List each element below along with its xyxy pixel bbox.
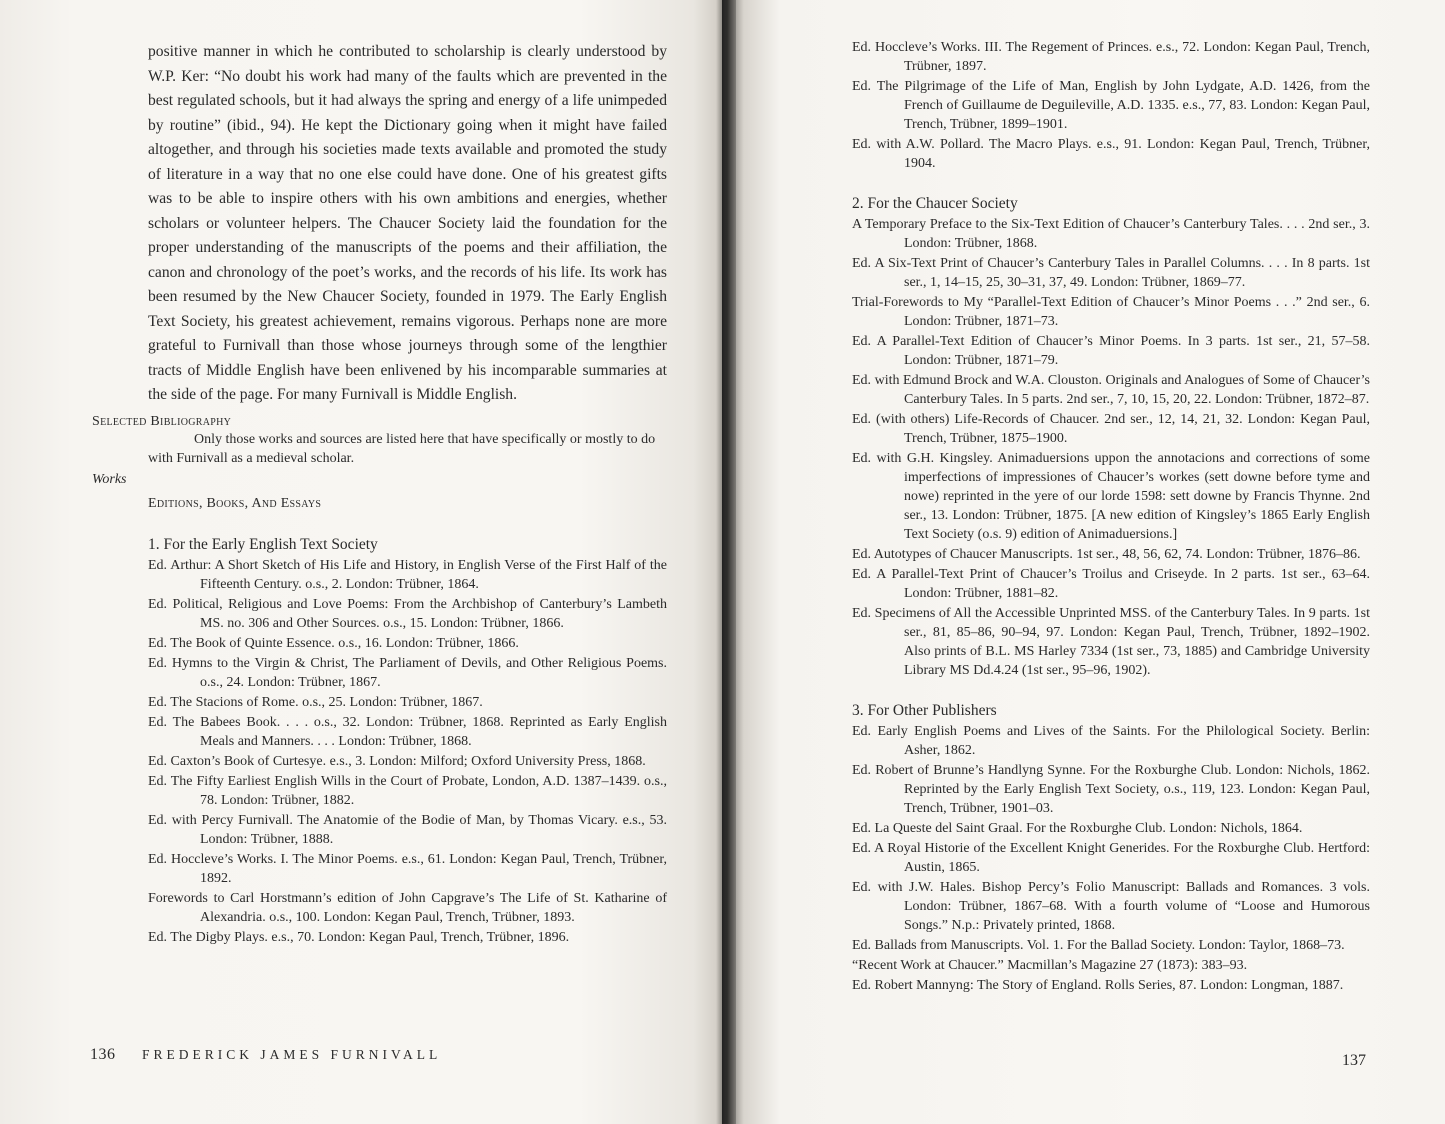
gutter-shadow xyxy=(716,0,736,1124)
bib-entry: Ed. Hoccleve’s Works. III. The Regement of Princes. e.s., 72. London: Kegan Paul, Trench, Trübner, 1897. xyxy=(852,40,1370,74)
running-head: FREDERICK JAMES FURNIVALL xyxy=(142,1047,442,1062)
bib-entry: Trial-Forewords to My “Parallel-Text Edition of Chaucer’s Minor Poems . . .” 2nd ser., 6. London: Trübner, 1871–73. xyxy=(852,295,1370,329)
selected-bibliography-heading: Selected Bibliography xyxy=(92,413,232,429)
section-heading-other: 3. For Other Publishers xyxy=(852,702,997,719)
bib-entry: A Temporary Preface to the Six-Text Edition of Chaucer’s Canterbury Tales. . . . 2nd ser., 3. London: Trübner, 1868. xyxy=(852,217,1370,251)
bib-entry: Ed. The Pilgrimage of the Life of Man, English by John Lydgate, A.D. 1426, from the French of Guillaume de Deguileville, A.D. 1335. e.s., 77, 83. London: Kegan Paul, Trench, Trübner, 1899–1901. xyxy=(852,79,1370,132)
bib-entry: Ed. Political, Religious and Love Poems: From the Archbishop of Canterbury’s Lambeth MS. no. 306 and Other Sources. o.s., 15. London: Trübner, 1866. xyxy=(148,596,667,631)
bib-entry: Ed. La Queste del Saint Graal. For the Roxburghe Club. London: Nichols, 1864. xyxy=(852,821,1303,836)
bib-entry: “Recent Work at Chaucer.” Macmillan’s Magazine 27 (1873): 383–93. xyxy=(852,958,1248,973)
bib-entry: Ed. Robert of Brunne’s Handlyng Synne. For the Roxburghe Club. London: Nichols, 1862. Reprinted by the Early English Text Society, o.s., 119, 123. London: Kegan Paul, Trench, Trübner, 1901–03. xyxy=(852,763,1370,816)
bib-entry: Ed. Caxton’s Book of Curtesye. e.s., 3. London: Milford; Oxford University Press, 1868. xyxy=(148,753,646,769)
section-heading-chaucer: 2. For the Chaucer Society xyxy=(852,195,1018,212)
bib-entry: Ed. Autotypes of Chaucer Manuscripts. 1st ser., 48, 56, 62, 74. London: Trübner, 1876–86. xyxy=(852,547,1361,562)
bib-entry: Ed. A Parallel-Text Edition of Chaucer’s Minor Poems. In 3 parts. 1st ser., 21, 57–58. London: Trübner, 1871–79. xyxy=(852,334,1370,368)
page-number-left: 136 xyxy=(90,1046,116,1063)
bib-entry: Ed. Arthur: A Short Sketch of His Life and History, in English Verse of the First Half of the Fifteenth Century. o.s., 2. London: Trübner, 1864. xyxy=(148,557,667,592)
bib-entry: Ed. The Babees Book. . . . o.s., 32. London: Trübner, 1868. Reprinted as Early English Meals and Manners. . . . London: Trübner, 1868. xyxy=(148,714,667,749)
bib-entry: Ed. A Royal Historie of the Excellent Knight Generides. For the Roxburghe Club. Hertford: Austin, 1865. xyxy=(852,841,1370,875)
bib-entry: Ed. with Edmund Brock and W.A. Clouston. Originals and Analogues of Some of Chaucer’s Canterbury Tales. In 5 parts. 2nd ser., 7, 10, 15, 20, 22. London: Trübner, 1872–87. xyxy=(852,373,1370,407)
bib-entry: Ed. with J.W. Hales. Bishop Percy’s Folio Manuscript: Ballads and Romances. 3 vols. London: Trübner, 1867–68. With a fourth volume of “Loose and Humorous Songs.” N.p.: Privately printed, 1868. xyxy=(852,880,1370,933)
bib-entry: Ed. with G.H. Kingsley. Animaduersions uppon the annotacions and corrections of some imperfections of impressiones of Chaucer’s workes (sett downe before tyme and nowe) reprinted in the yere of our lorde 1598: sett downe by Francis Thynne. 2nd ser., 13. London: Trübner, 1875. [A new edition of Kingsley’s 1865 Early English Text Society (o.s. 9) edition of Animaduersions.] xyxy=(852,451,1370,542)
page-number-right: 137 xyxy=(1342,1052,1366,1069)
bib-entry: Ed. A Six-Text Print of Chaucer’s Canterbury Tales in Parallel Columns. . . . In 8 parts. 1st ser., 1, 14–15, 25, 30–31, 37, 49. London: Trübner, 1869–77. xyxy=(852,256,1370,290)
bib-entry: Ed. Ballads from Manuscripts. Vol. 1. For the Ballad Society. London: Taylor, 1868–73. xyxy=(852,938,1345,953)
bib-entry: Ed. The Stacions of Rome. o.s., 25. London: Trübner, 1867. xyxy=(148,694,483,710)
editions-heading: Editions, Books, And Essays xyxy=(148,495,322,511)
bib-entry: Ed. Specimens of All the Accessible Unprinted MSS. of the Canterbury Tales. In 9 parts. 1st ser., 81, 85–86, 90–94, 97. London: Kegan Paul, Trench, Trübner, 1892–1902. Also prints of B.L. MS Harley 7334 (1st ser., 73, 1885) and Cambridge University Library MS Dd.4.24 (1st ser., 95–96, 1902). xyxy=(852,606,1370,678)
left-page-content xyxy=(92,40,667,948)
bib-entry: Ed. Robert Mannyng: The Story of England. Rolls Series, 87. London: Longman, 1887. xyxy=(852,978,1344,993)
body-paragraph: positive manner in which he contributed to scholarship is clearly understood by W.P. Ker: “No doubt his work had many of the faults which are prevented in the best regulated schools, but it had always the spring and energy of a life unimpeded by routine” (ibid., 94). He kept the Dictionary going when it might have failed altogether, and through his societies made texts available and promoted the study of literature in a way that no one else could have done. One of his greatest gifts was to be able to inspire others with his own ambitions and energies, whether scholars or volunteer helpers. The Chaucer Society laid the foundation for the proper understanding of the manuscripts of the poems and their affiliation, the canon and chronology of the poet’s works, and the records of his life. Its work has been resumed by the New Chaucer Society, founded in 1979. The Early English Text Society, his greatest achievement, remains vigorous. Perhaps none are more grateful to Furnivall than those whose journeys through some of the lengthier tracts of Middle English have been enlivened by his incomparable summaries at the side of the page. For many Furnivall is Middle English. xyxy=(148,43,667,403)
bib-entry: Ed. Early English Poems and Lives of the Saints. For the Philological Society. Berlin: Asher, 1862. xyxy=(852,724,1370,758)
bib-entry: Forewords to Carl Horstmann’s edition of John Capgrave’s The Life of St. Katharine of Alexandria. o.s., 100. London: Kegan Paul, Trench, Trübner, 1893. xyxy=(148,890,667,925)
bib-entry: Ed. (with others) Life-Records of Chaucer. 2nd ser., 12, 14, 21, 32. London: Kegan Paul, Trench, Trübner, 1875–1900. xyxy=(852,412,1370,446)
works-heading: Works xyxy=(92,471,127,487)
bib-entry: Ed. Hoccleve’s Works. I. The Minor Poems. e.s., 61. London: Kegan Paul, Trench, Trübner, 1892. xyxy=(148,851,667,886)
right-page-content xyxy=(852,38,1370,996)
bib-entry: Ed. Hymns to the Virgin & Christ, The Parliament of Devils, and Other Religious Poems. o.s., 24. London: Trübner, 1867. xyxy=(148,655,667,690)
bib-entry: Ed. with Percy Furnivall. The Anatomie of the Bodie of Man, by Thomas Vicary. e.s., 53. London: Trübner, 1888. xyxy=(148,812,667,847)
bib-entry: Ed. A Parallel-Text Print of Chaucer’s Troilus and Criseyde. In 2 parts. 1st ser., 63–64. London: Trübner, 1881–82. xyxy=(852,567,1370,601)
left-footer xyxy=(90,1046,441,1064)
bib-entry: Ed. The Digby Plays. e.s., 70. London: Kegan Paul, Trench, Trübner, 1896. xyxy=(148,929,570,945)
section-heading-eets: 1. For the Early English Text Society xyxy=(148,535,378,553)
bibliography-note: Only those works and sources are listed here that have specifically or mostly to do with Furnivall as a medieval scholar. xyxy=(148,431,656,466)
bib-entry: Ed. The Fifty Earliest English Wills in the Court of Probate, London, A.D. 1387–1439. o.s., 78. London: Trübner, 1882. xyxy=(148,773,667,808)
bib-entry: Ed. The Book of Quinte Essence. o.s., 16. London: Trübner, 1866. xyxy=(148,635,519,651)
bib-entry: Ed. with A.W. Pollard. The Macro Plays. e.s., 91. London: Kegan Paul, Trench, Trübner, 1904. xyxy=(852,137,1370,171)
